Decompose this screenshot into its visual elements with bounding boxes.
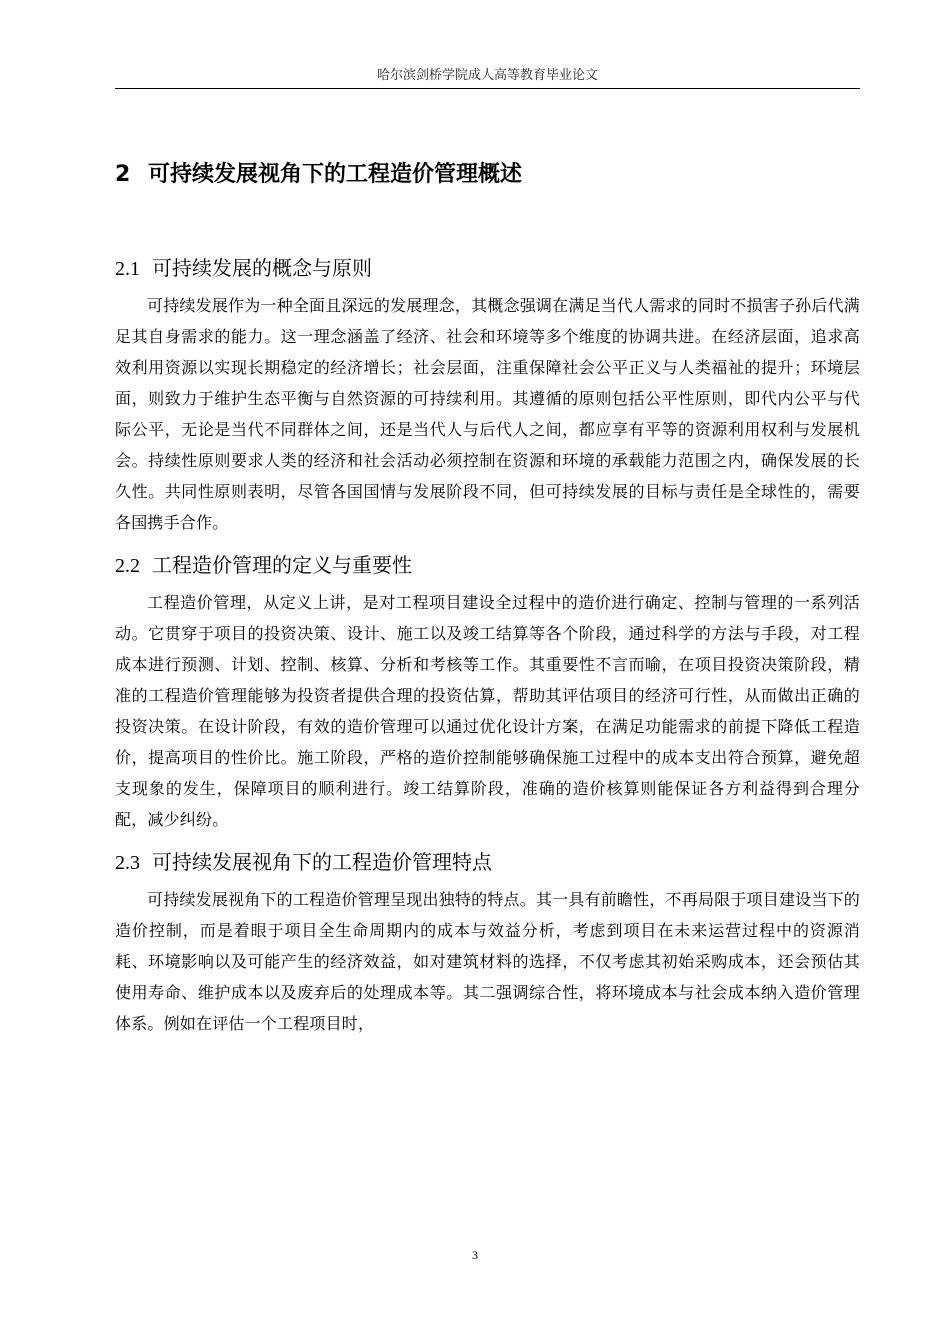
section-number: 2.3 [115, 852, 140, 874]
section-title: 可持续发展视角下的工程造价管理特点 [152, 850, 492, 874]
section-heading-2-2 [115, 544, 860, 587]
page-header: 哈尔滨剑桥学院成人高等教育毕业论文 [376, 68, 598, 83]
section-paragraph: 工程造价管理，从定义上讲，是对工程项目建设全过程中的造价进行确定、控制与管理的一系列活动。它贯穿于项目的投资决策、设计、施工以及竣工结算等各个阶段，通过科学的方法与手段，对工程成本进行预测、计划、控制、核算、分析和考核等工作。其重要性不言而喻，在项目投资决策阶段，精准的工程造价管理能够为投资者提供合理的投资估算，帮助其评估项目的经济可行性，从而做出正确的投资决策。在设计阶段，有效的造价管理可以通过优化设计方案，在满足功能需求的前提下降低工程造价，提高项目的性价比。施工阶段，严格的造价控制能够确保施工过程中的成本支出符合预算，避免超支现象的发生，保障项目的顺利进行。竣工结算阶段，准确的造价核算则能保证各方利益得到合理分配，减少纠纷。 [115, 593, 860, 829]
section-paragraph: 可持续发展作为一种全面且深远的发展理念，其概念强调在满足当代人需求的同时不损害子孙后代满足其自身需求的能力。这一理念涵盖了经济、社会和环境等多个维度的协调共进。在经济层面，追求高效利用资源以实现长期稳定的经济增长；社会层面，注重保障社会公平正义与人类福祉的提升；环境层面，则致力于维护生态平衡与自然资源的可持续利用。其遵循的原则包括公平性原则，即代内公平与代际公平，无论是当代不同群体之间，还是当代人与后代人之间，都应享有平等的资源利用权利与发展机会。持续性原则要求人类的经济和社会活动必须控制在资源和环境的承载能力范围之内，确保发展的长久性。共同性原则表明，尽管各国国情与发展阶段不同，但可持续发展的目标与责任是全球性的，需要各国携手合作。 [115, 296, 860, 532]
header-divider [115, 88, 860, 89]
chapter-heading [115, 155, 860, 195]
section-title: 工程造价管理的定义与重要性 [152, 553, 412, 577]
section-heading-2-3 [115, 841, 860, 884]
section-paragraph: 可持续发展视角下的工程造价管理呈现出独特的特点。其一具有前瞻性，不再局限于项目建设当下的造价控制，而是着眼于项目全生命周期内的成本与效益分析，考虑到项目在未来运营过程中的资源消耗、环境影响以及可能产生的经济效益，如对建筑材料的选择，不仅考虑其初始采购成本，还会预估其使用寿命、维护成本以及废弃后的处理成本等。其二强调综合性，将环境成本与社会成本纳入造价管理体系。例如在评估一个工程项目时， [115, 890, 860, 1033]
section-heading-2-1 [115, 247, 860, 290]
chapter-number: 2 [115, 162, 131, 187]
section-number: 2.1 [115, 258, 140, 280]
section-title: 可持续发展的概念与原则 [152, 256, 372, 280]
section-number: 2.2 [115, 555, 140, 577]
page-number: 3 [472, 1248, 478, 1262]
chapter-title: 可持续发展视角下的工程造价管理概述 [147, 162, 522, 187]
page-content [115, 155, 860, 1045]
